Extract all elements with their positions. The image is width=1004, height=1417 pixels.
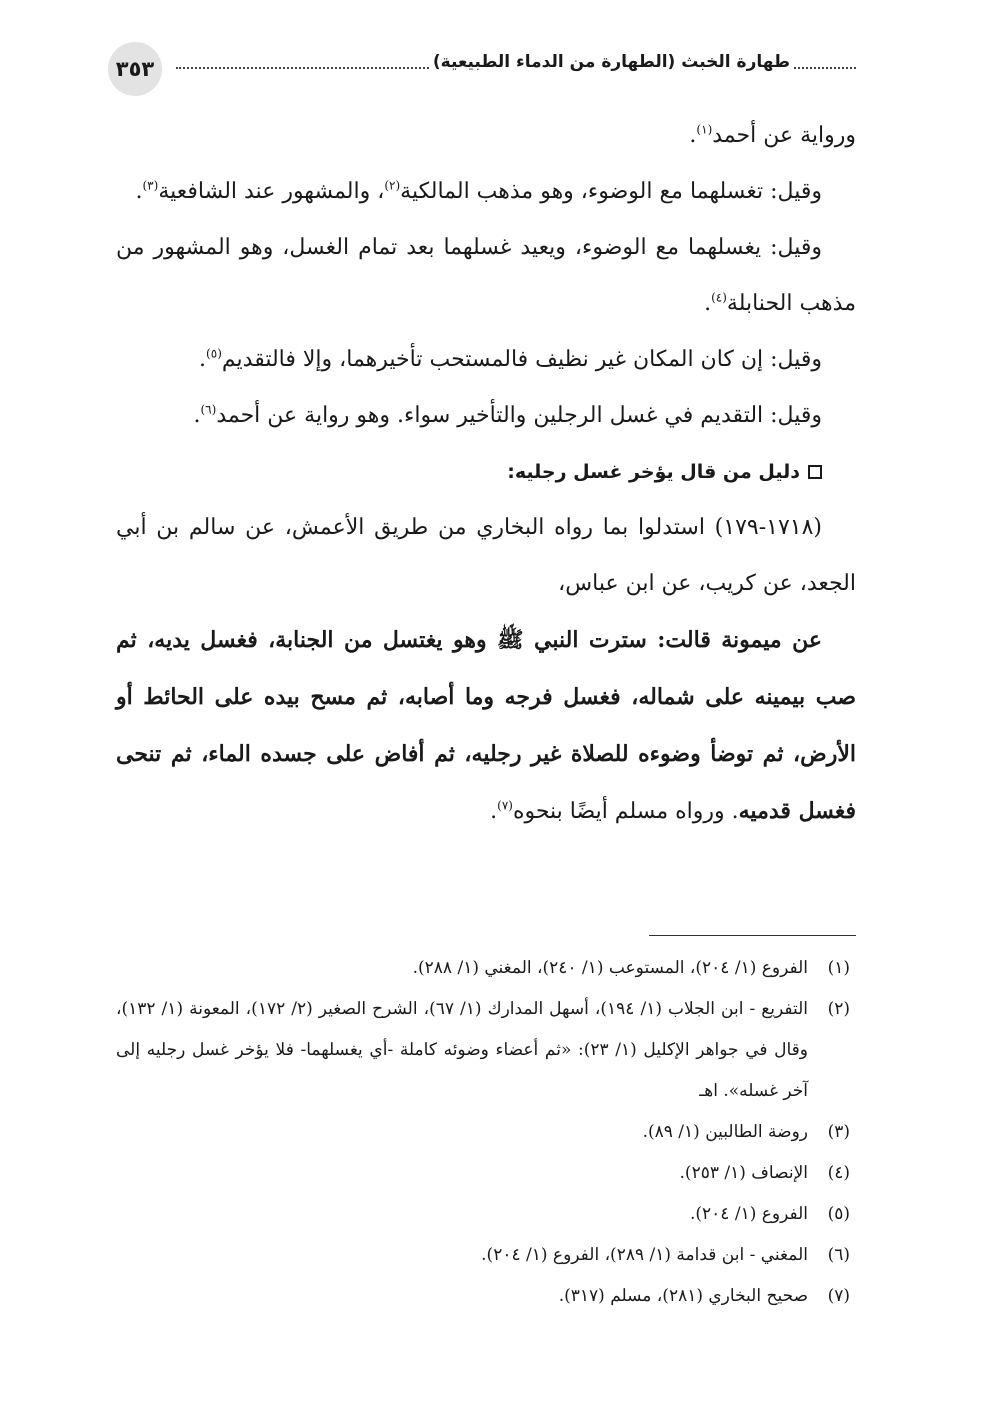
page-header [108, 42, 856, 98]
footnote-ref-1[interactable]: (١) [696, 122, 713, 137]
main-text [116, 108, 856, 840]
paragraph-1 [116, 108, 856, 164]
paragraph-2-end: . [135, 179, 143, 204]
footnote-ref-4[interactable]: (٤) [711, 290, 727, 305]
footnote-number: (٣) [827, 1122, 850, 1142]
footnote-item [116, 1112, 856, 1153]
footnote-text: الفروع (١/ ٢٠٤)، المستوعب (١/ ٢٤٠)، المغني (١/ ٢٨٨). [412, 958, 808, 978]
paragraph-7 [116, 612, 856, 840]
footnote-text: صحيح البخاري (٢٨١)، مسلم (٣١٧). [558, 1286, 808, 1306]
footnote-number: (٧) [827, 1286, 850, 1306]
footnote-text: المغني - ابن قدامة (١/ ٢٨٩)، الفروع (١/ ٢٠٤). [481, 1245, 808, 1265]
paragraph-2-text: وقيل: تغسلهما مع الوضوء، وهو مذهب المالكية [400, 179, 822, 204]
square-bullet-icon [808, 465, 822, 479]
footnote-ref-5[interactable]: (٥) [206, 346, 222, 361]
running-head [176, 52, 856, 72]
footnote-number: (١) [827, 958, 850, 978]
footnote-text: التفريع - ابن الجلاب (١/ ١٩٤)، أسهل المدارك (١/ ٦٧)، الشرح الصغير (٢/ ١٧٢)، المعونة (١/ ١٣٢)، وقال في جواهر الإكليل (١/ ٢٣): «ثم أعضاء وضوئه كاملة -أي يغسلهما- فلا يؤخر غسل رجليه إلى آخر غسله». اهـ [116, 999, 809, 1101]
paragraph-4 [116, 332, 856, 388]
paragraph-4-end: . [199, 347, 207, 372]
footnote-item [116, 989, 856, 1112]
footnote-number: (٦) [827, 1245, 850, 1265]
leader-dots-right [794, 67, 856, 69]
footnote-ref-6[interactable]: (٦) [200, 402, 217, 417]
footnote-text: الإنصاف (١/ ٢٥٣). [679, 1163, 808, 1183]
footnote-divider [649, 935, 856, 936]
paragraph-5-end: . [193, 403, 201, 428]
footnote-item [116, 948, 856, 989]
running-title: طهارة الخبث (الطهارة من الدماء الطبيعية) [432, 52, 790, 72]
footnote-item [116, 1153, 856, 1194]
footnote-text: روضة الطالبين (١/ ٨٩). [642, 1122, 808, 1142]
paragraph-6 [116, 500, 856, 612]
paragraph-1-end: . [689, 123, 697, 148]
paragraph-5-text: وقيل: التقديم في غسل الرجلين والتأخير سواء. وهو رواية عن أحمد [216, 403, 822, 428]
paragraph-5 [116, 388, 856, 444]
footnote-number: (٤) [827, 1163, 850, 1183]
hadith-text: عن ميمونة قالت: سترت النبي ﷺ وهو يغتسل من الجنابة، فغسل يديه، ثم صب بيمينه على شماله، فغسل فرجه وما أصابه، ثم مسح بيده على الحائط أو الأرض، ثم توضأ وضوءه للصلاة غير رجليه، ثم أفاض على جسده الماء، ثم تنحى فغسل قدميه [116, 627, 856, 824]
page-number: ٣٥٣ [108, 42, 162, 96]
footnote-ref-7[interactable]: (٧) [497, 798, 513, 813]
paragraph-1-text: ورواية عن أحمد [712, 123, 856, 148]
paragraph-6-text: (١٧١٨-١٧٩) استدلوا بما رواه البخاري من طريق الأعمش، عن سالم بن أبي الجعد، عن كريب، عن ابن عباس، [116, 515, 856, 596]
footnote-item [116, 1235, 856, 1276]
paragraph-2-mid: ، والمشهور عند الشافعية [158, 179, 385, 204]
paragraph-3-end: . [704, 291, 712, 316]
footnote-number: (٢) [827, 999, 850, 1019]
footnote-number: (٥) [827, 1204, 850, 1224]
paragraph-3-text: وقيل: يغسلهما مع الوضوء، ويعيد غسلهما بعد تمام الغسل، وهو المشهور من مذهب الحنابلة [116, 235, 856, 316]
footnote-item [116, 1276, 856, 1317]
paragraph-3 [116, 220, 856, 332]
paragraph-7-tail: . ورواه مسلم أيضًا بنحوه [512, 799, 739, 824]
section-heading [116, 444, 856, 500]
footnote-ref-2[interactable]: (٢) [384, 178, 401, 193]
leader-dots-left [176, 67, 429, 69]
footnote-ref-3[interactable]: (٣) [142, 178, 159, 193]
footnotes [116, 948, 856, 1317]
footnote-item [116, 1194, 856, 1235]
paragraph-7-end: . [490, 799, 498, 824]
paragraph-2 [116, 164, 856, 220]
footnote-text: الفروع (١/ ٢٠٤). [689, 1204, 808, 1224]
paragraph-4-text: وقيل: إن كان المكان غير نظيف فالمستحب تأخيرهما، وإلا فالتقديم [221, 347, 822, 372]
section-heading-text: دليل من قال يؤخر غسل رجليه: [507, 461, 800, 483]
